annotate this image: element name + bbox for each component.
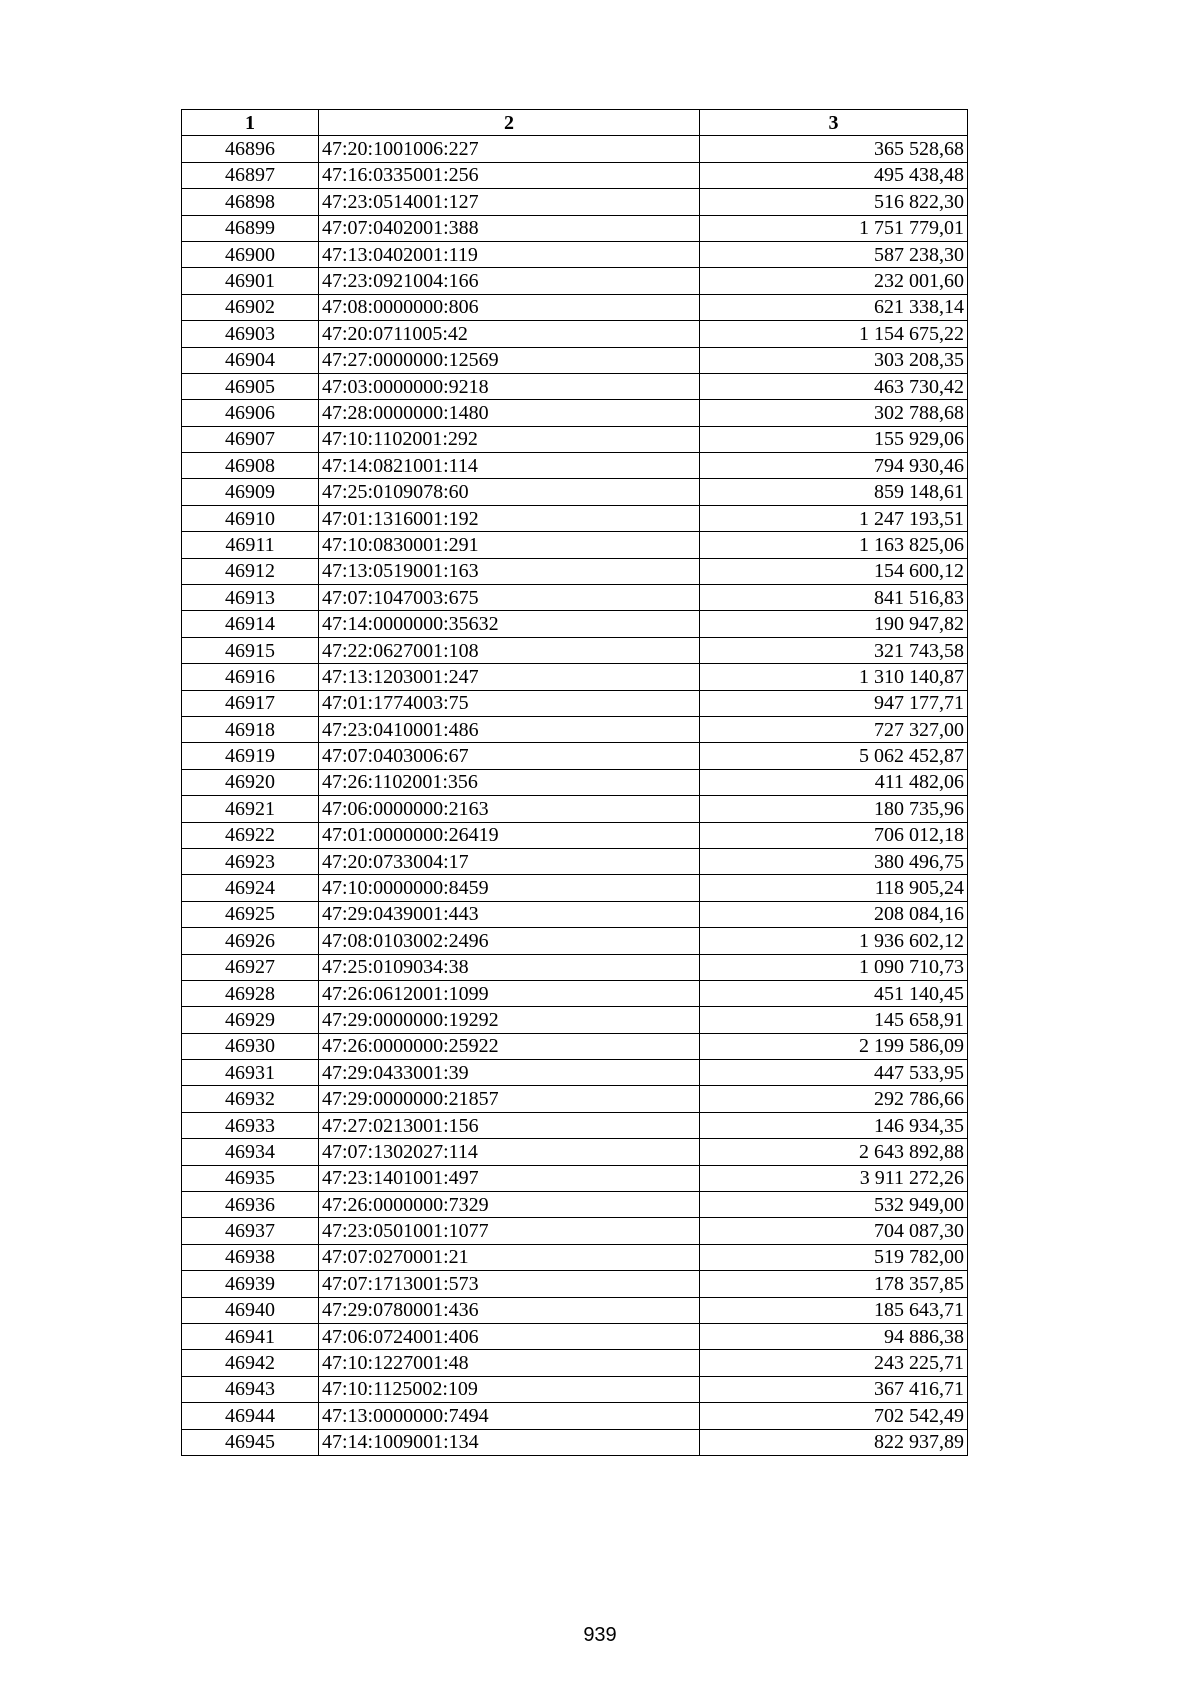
table-row (182, 637, 968, 663)
cadastral-number-cell: 47:27:0000000:12569 (319, 347, 700, 373)
value-cell: 367 416,71 (700, 1376, 968, 1402)
value-cell: 451 140,45 (700, 980, 968, 1006)
row-number-cell: 46945 (182, 1429, 319, 1455)
row-number-cell: 46910 (182, 505, 319, 531)
cadastral-number-cell: 47:08:0103002:2496 (319, 928, 700, 954)
column-header-1: 1 (182, 110, 319, 136)
value-cell: 302 788,68 (700, 400, 968, 426)
row-number-cell: 46917 (182, 690, 319, 716)
row-number-cell: 46898 (182, 189, 319, 215)
cadastral-number-cell: 47:14:0821001:114 (319, 453, 700, 479)
row-number-cell: 46911 (182, 532, 319, 558)
cadastral-number-cell: 47:07:1302027:114 (319, 1139, 700, 1165)
table-row (182, 215, 968, 241)
table-row (182, 189, 968, 215)
value-cell: 516 822,30 (700, 189, 968, 215)
table-row (182, 1033, 968, 1059)
table-row (182, 321, 968, 347)
value-cell: 1 936 602,12 (700, 928, 968, 954)
row-number-cell: 46938 (182, 1244, 319, 1270)
cadastral-number-cell: 47:22:0627001:108 (319, 637, 700, 663)
table-row (182, 1218, 968, 1244)
value-cell: 2 199 586,09 (700, 1033, 968, 1059)
value-cell: 587 238,30 (700, 241, 968, 267)
cadastral-number-cell: 47:07:0402001:388 (319, 215, 700, 241)
row-number-cell: 46913 (182, 585, 319, 611)
row-number-cell: 46936 (182, 1192, 319, 1218)
cadastral-number-cell: 47:23:0410001:486 (319, 716, 700, 742)
table-row (182, 162, 968, 188)
table-header (182, 110, 968, 136)
row-number-cell: 46908 (182, 453, 319, 479)
row-number-cell: 46900 (182, 241, 319, 267)
row-number-cell: 46920 (182, 769, 319, 795)
value-cell: 794 930,46 (700, 453, 968, 479)
value-cell: 702 542,49 (700, 1403, 968, 1429)
table-row (182, 716, 968, 742)
value-cell: 303 208,35 (700, 347, 968, 373)
row-number-cell: 46918 (182, 716, 319, 742)
row-number-cell: 46906 (182, 400, 319, 426)
value-cell: 1 247 193,51 (700, 505, 968, 531)
value-cell: 447 533,95 (700, 1060, 968, 1086)
table-row (182, 664, 968, 690)
cadastral-number-cell: 47:10:0830001:291 (319, 532, 700, 558)
row-number-cell: 46902 (182, 294, 319, 320)
page-number: 939 (583, 1624, 617, 1646)
table-row (182, 980, 968, 1006)
row-number-cell: 46926 (182, 928, 319, 954)
cadastral-number-cell: 47:08:0000000:806 (319, 294, 700, 320)
row-number-cell: 46933 (182, 1112, 319, 1138)
row-number-cell: 46897 (182, 162, 319, 188)
cadastral-number-cell: 47:23:0514001:127 (319, 189, 700, 215)
cadastral-number-cell: 47:23:1401001:497 (319, 1165, 700, 1191)
table-row (182, 1429, 968, 1455)
cadastral-value-table (181, 109, 968, 1456)
table-row (182, 479, 968, 505)
table-row (182, 453, 968, 479)
value-cell: 706 012,18 (700, 822, 968, 848)
table-row (182, 1112, 968, 1138)
row-number-cell: 46937 (182, 1218, 319, 1244)
row-number-cell: 46903 (182, 321, 319, 347)
table-row (182, 611, 968, 637)
value-cell: 178 357,85 (700, 1271, 968, 1297)
value-cell: 859 148,61 (700, 479, 968, 505)
row-number-cell: 46896 (182, 136, 319, 162)
row-number-cell: 46912 (182, 558, 319, 584)
row-number-cell: 46929 (182, 1007, 319, 1033)
table-body (182, 136, 968, 1456)
cadastral-number-cell: 47:20:0733004:17 (319, 848, 700, 874)
table-row (182, 875, 968, 901)
column-header-3: 3 (700, 110, 968, 136)
value-cell: 621 338,14 (700, 294, 968, 320)
row-number-cell: 46931 (182, 1060, 319, 1086)
cadastral-number-cell: 47:10:0000000:8459 (319, 875, 700, 901)
value-cell: 185 643,71 (700, 1297, 968, 1323)
table-row (182, 928, 968, 954)
cadastral-number-cell: 47:23:0921004:166 (319, 268, 700, 294)
value-cell: 5 062 452,87 (700, 743, 968, 769)
cadastral-number-cell: 47:13:0519001:163 (319, 558, 700, 584)
table-row (182, 1007, 968, 1033)
row-number-cell: 46919 (182, 743, 319, 769)
cadastral-number-cell: 47:10:1125002:109 (319, 1376, 700, 1402)
value-cell: 463 730,42 (700, 373, 968, 399)
value-cell: 495 438,48 (700, 162, 968, 188)
value-cell: 292 786,66 (700, 1086, 968, 1112)
cadastral-number-cell: 47:29:0439001:443 (319, 901, 700, 927)
value-cell: 727 327,00 (700, 716, 968, 742)
table-row (182, 373, 968, 399)
table-row (182, 294, 968, 320)
row-number-cell: 46924 (182, 875, 319, 901)
column-header-2: 2 (319, 110, 700, 136)
value-cell: 321 743,58 (700, 637, 968, 663)
table-row (182, 1403, 968, 1429)
table-row (182, 769, 968, 795)
table-row (182, 532, 968, 558)
cadastral-number-cell: 47:10:1102001:292 (319, 426, 700, 452)
table-row (182, 1060, 968, 1086)
row-number-cell: 46927 (182, 954, 319, 980)
table-row (182, 558, 968, 584)
value-cell: 411 482,06 (700, 769, 968, 795)
table-row (182, 743, 968, 769)
value-cell: 208 084,16 (700, 901, 968, 927)
cadastral-number-cell: 47:25:0109078:60 (319, 479, 700, 505)
value-cell: 94 886,38 (700, 1323, 968, 1349)
cadastral-number-cell: 47:26:0612001:1099 (319, 980, 700, 1006)
value-cell: 1 751 779,01 (700, 215, 968, 241)
cadastral-number-cell: 47:06:0724001:406 (319, 1323, 700, 1349)
table-row (182, 848, 968, 874)
value-cell: 232 001,60 (700, 268, 968, 294)
value-cell: 145 658,91 (700, 1007, 968, 1033)
table-row (182, 954, 968, 980)
table-row (182, 796, 968, 822)
cadastral-number-cell: 47:28:0000000:1480 (319, 400, 700, 426)
cadastral-number-cell: 47:13:0402001:119 (319, 241, 700, 267)
cadastral-number-cell: 47:29:0433001:39 (319, 1060, 700, 1086)
cadastral-number-cell: 47:20:0711005:42 (319, 321, 700, 347)
cadastral-number-cell: 47:23:0501001:1077 (319, 1218, 700, 1244)
row-number-cell: 46899 (182, 215, 319, 241)
value-cell: 146 934,35 (700, 1112, 968, 1138)
row-number-cell: 46915 (182, 637, 319, 663)
cadastral-number-cell: 47:01:1316001:192 (319, 505, 700, 531)
row-number-cell: 46930 (182, 1033, 319, 1059)
value-cell: 155 929,06 (700, 426, 968, 452)
cadastral-number-cell: 47:14:1009001:134 (319, 1429, 700, 1455)
cadastral-number-cell: 47:01:1774003:75 (319, 690, 700, 716)
value-cell: 1 310 140,87 (700, 664, 968, 690)
table-row (182, 1165, 968, 1191)
row-number-cell: 46939 (182, 1271, 319, 1297)
cadastral-number-cell: 47:07:1713001:573 (319, 1271, 700, 1297)
value-cell: 1 090 710,73 (700, 954, 968, 980)
cadastral-number-cell: 47:07:0403006:67 (319, 743, 700, 769)
row-number-cell: 46941 (182, 1323, 319, 1349)
cadastral-number-cell: 47:26:0000000:7329 (319, 1192, 700, 1218)
table-row (182, 505, 968, 531)
row-number-cell: 46904 (182, 347, 319, 373)
row-number-cell: 46935 (182, 1165, 319, 1191)
table-row (182, 690, 968, 716)
row-number-cell: 46940 (182, 1297, 319, 1323)
table-row (182, 347, 968, 373)
cadastral-number-cell: 47:13:1203001:247 (319, 664, 700, 690)
cadastral-number-cell: 47:26:1102001:356 (319, 769, 700, 795)
table-row (182, 426, 968, 452)
row-number-cell: 46943 (182, 1376, 319, 1402)
value-cell: 1 154 675,22 (700, 321, 968, 347)
cadastral-number-cell: 47:13:0000000:7494 (319, 1403, 700, 1429)
value-cell: 190 947,82 (700, 611, 968, 637)
cadastral-number-cell: 47:03:0000000:9218 (319, 373, 700, 399)
table-row (182, 1271, 968, 1297)
cadastral-number-cell: 47:27:0213001:156 (319, 1112, 700, 1138)
value-cell: 947 177,71 (700, 690, 968, 716)
row-number-cell: 46901 (182, 268, 319, 294)
cadastral-number-cell: 47:07:1047003:675 (319, 585, 700, 611)
header-row (182, 110, 968, 136)
cadastral-number-cell: 47:10:1227001:48 (319, 1350, 700, 1376)
table-row (182, 268, 968, 294)
value-cell: 2 643 892,88 (700, 1139, 968, 1165)
cadastral-number-cell: 47:14:0000000:35632 (319, 611, 700, 637)
table-row (182, 241, 968, 267)
table-row (182, 1323, 968, 1349)
cadastral-number-cell: 47:25:0109034:38 (319, 954, 700, 980)
table-row (182, 1244, 968, 1270)
table-row (182, 400, 968, 426)
row-number-cell: 46907 (182, 426, 319, 452)
value-cell: 118 905,24 (700, 875, 968, 901)
cadastral-number-cell: 47:01:0000000:26419 (319, 822, 700, 848)
row-number-cell: 46905 (182, 373, 319, 399)
table-row (182, 1297, 968, 1323)
value-cell: 822 937,89 (700, 1429, 968, 1455)
table-row (182, 1086, 968, 1112)
table-row (182, 1139, 968, 1165)
row-number-cell: 46916 (182, 664, 319, 690)
cadastral-number-cell: 47:29:0000000:19292 (319, 1007, 700, 1033)
value-cell: 1 163 825,06 (700, 532, 968, 558)
cadastral-number-cell: 47:06:0000000:2163 (319, 796, 700, 822)
row-number-cell: 46923 (182, 848, 319, 874)
row-number-cell: 46934 (182, 1139, 319, 1165)
cadastral-number-cell: 47:29:0780001:436 (319, 1297, 700, 1323)
cadastral-number-cell: 47:26:0000000:25922 (319, 1033, 700, 1059)
row-number-cell: 46921 (182, 796, 319, 822)
table-row (182, 136, 968, 162)
table-row (182, 1350, 968, 1376)
row-number-cell: 46925 (182, 901, 319, 927)
row-number-cell: 46914 (182, 611, 319, 637)
value-cell: 243 225,71 (700, 1350, 968, 1376)
value-cell: 3 911 272,26 (700, 1165, 968, 1191)
value-cell: 532 949,00 (700, 1192, 968, 1218)
value-cell: 154 600,12 (700, 558, 968, 584)
table-row (182, 901, 968, 927)
value-cell: 704 087,30 (700, 1218, 968, 1244)
value-cell: 180 735,96 (700, 796, 968, 822)
row-number-cell: 46922 (182, 822, 319, 848)
value-cell: 380 496,75 (700, 848, 968, 874)
cadastral-number-cell: 47:29:0000000:21857 (319, 1086, 700, 1112)
row-number-cell: 46932 (182, 1086, 319, 1112)
table-row (182, 1192, 968, 1218)
row-number-cell: 46944 (182, 1403, 319, 1429)
value-cell: 519 782,00 (700, 1244, 968, 1270)
row-number-cell: 46928 (182, 980, 319, 1006)
table-row (182, 585, 968, 611)
value-cell: 841 516,83 (700, 585, 968, 611)
table-row (182, 1376, 968, 1402)
row-number-cell: 46909 (182, 479, 319, 505)
cadastral-number-cell: 47:07:0270001:21 (319, 1244, 700, 1270)
value-cell: 365 528,68 (700, 136, 968, 162)
cadastral-number-cell: 47:16:0335001:256 (319, 162, 700, 188)
row-number-cell: 46942 (182, 1350, 319, 1376)
table-row (182, 822, 968, 848)
cadastral-number-cell: 47:20:1001006:227 (319, 136, 700, 162)
